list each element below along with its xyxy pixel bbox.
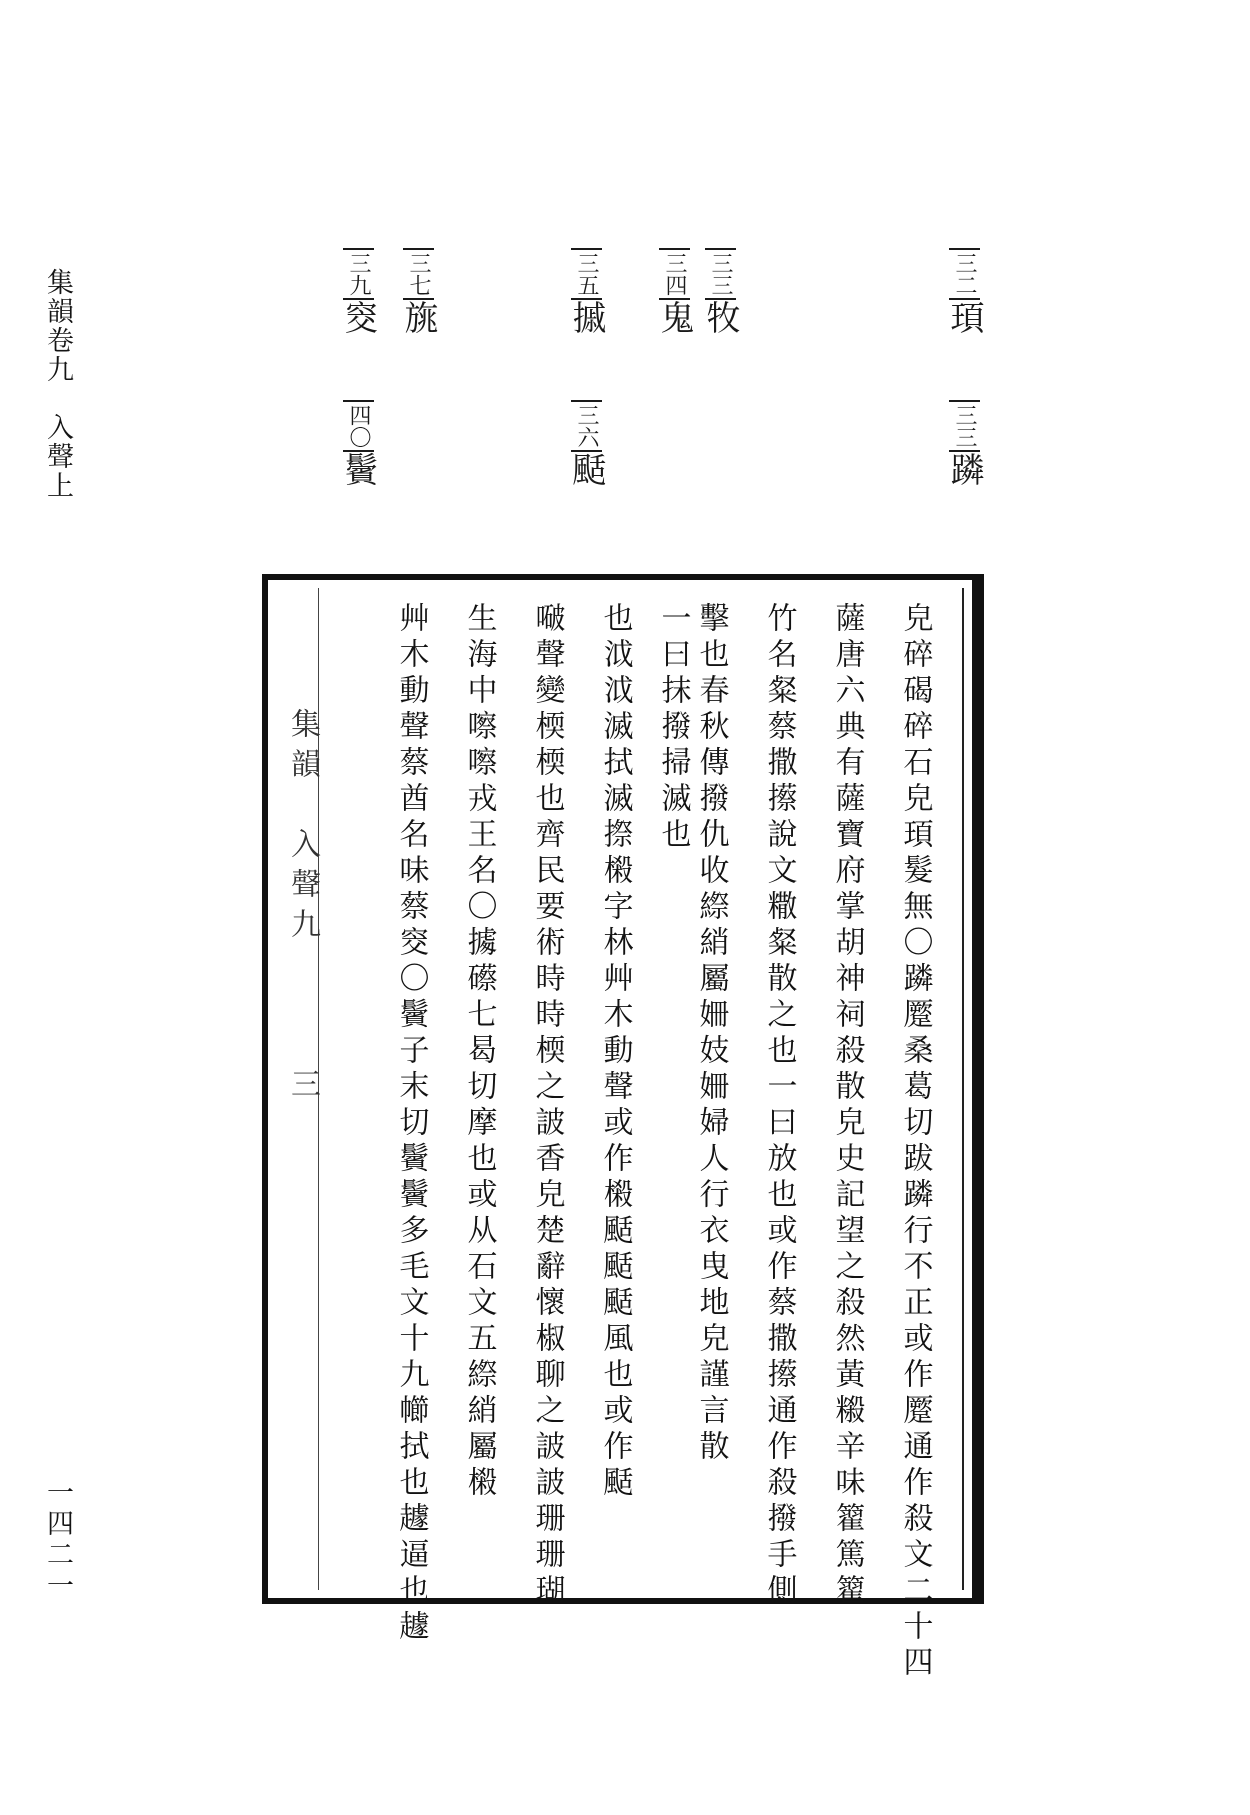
text-column: 生海中嚓嚓戎王名〇㩀礤七曷切摩也或从石文五縩綃屬樧 bbox=[461, 602, 497, 1502]
collation-note bbox=[650, 248, 699, 340]
page-number: 一四二一 bbox=[42, 1478, 73, 1602]
text-column: 一曰抹撥掃滅也 bbox=[655, 602, 691, 854]
note-char: 窔 bbox=[338, 300, 378, 340]
collation-note bbox=[394, 248, 443, 340]
collation-note bbox=[562, 248, 611, 492]
text-column: 㗞聲變㮕㮕也齊民要術時時㮕之詖香皃楚辭懷椒聊之詖詖珊珊瑚 bbox=[529, 602, 565, 1610]
collation-note bbox=[334, 248, 383, 492]
note-number: 三五 bbox=[571, 248, 602, 300]
note-number: 三七 bbox=[403, 248, 434, 300]
block-inner-frame bbox=[276, 588, 964, 1682]
text-column: 竹名粲蔡撒攃說文糤粲散之也一曰放也或作蔡撒攃通作殺撥手側 bbox=[761, 602, 797, 1610]
note-number: 三六 bbox=[571, 400, 602, 452]
fold-label: 集韻 入聲九 三 bbox=[285, 708, 320, 1108]
note-number: 三三 bbox=[949, 400, 980, 452]
fold-strip bbox=[276, 588, 319, 1590]
running-header: 集韻卷九 入聲上 bbox=[42, 268, 73, 500]
note-char: 蹸 bbox=[944, 452, 984, 492]
note-number: 三四 bbox=[659, 248, 690, 300]
text-column: 擊也春秋傳撥仇收縩綃屬姍妓姍婦人行衣曳地皃謹言散 bbox=[693, 602, 729, 1466]
note-number: 三九 bbox=[343, 248, 374, 300]
text-column: 皃碎碣碎石皃頊髮無〇蹸蹷桑葛切跋蹸行不正或作蹷通作殺文二十四 bbox=[897, 602, 933, 1682]
note-number: 四〇 bbox=[343, 400, 374, 452]
printed-text-block bbox=[262, 574, 984, 1682]
note-char: 牧 bbox=[700, 300, 740, 340]
text-column: 也泧泧滅拭滅摖樧字林艸木動聲或作樧颳颳颳風也或作颳 bbox=[597, 602, 633, 1502]
note-char: 頊 bbox=[944, 300, 984, 340]
note-number: 三三 bbox=[705, 248, 736, 300]
note-char: 摵 bbox=[566, 300, 606, 340]
note-char: 鬢 bbox=[338, 452, 378, 492]
note-char: 颳 bbox=[566, 452, 606, 492]
note-number: 三二 bbox=[949, 248, 980, 300]
collation-note bbox=[696, 248, 745, 340]
note-char: 鬼 bbox=[654, 300, 694, 340]
text-column: 薩唐六典有薩寶府掌胡神祠殺散皃史記望之殺然黃䊛辛味籊篤籊 bbox=[829, 602, 865, 1610]
note-char: 旐 bbox=[398, 300, 438, 340]
text-column: 艸木動聲蔡酋名味蔡窔〇鬢子末切鬢鬢多毛文十九幯拭也䟊逼也䟊 bbox=[393, 602, 429, 1646]
collation-note bbox=[940, 248, 989, 492]
